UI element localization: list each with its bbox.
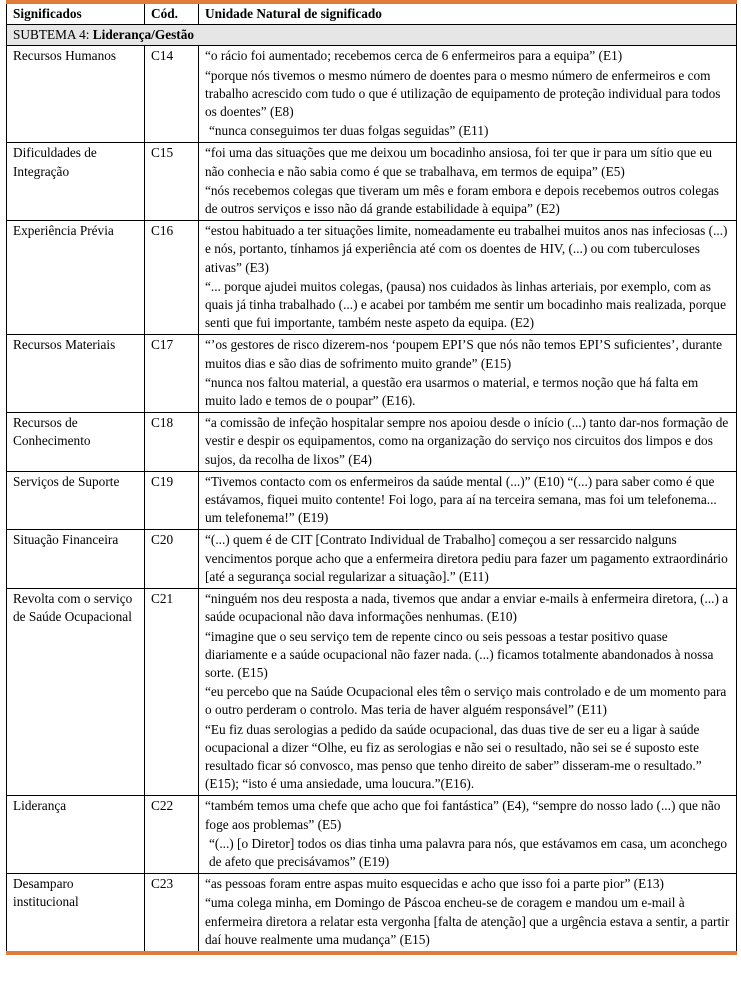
significado-cell: Liderança (7, 796, 145, 874)
quote: “Tivemos contacto com os enfermeiros da saúde mental (...)” (E10) “(...) para saber como é que estávamos, fiquei muito contente! Foi logo, para aí na terceira semana, mas foi um telefonema... um telefonema!” (E19) (205, 473, 717, 526)
document-table-wrapper (6, 0, 737, 955)
quote: “nunca nos faltou material, a questão era usarmos o material, e termos noção que há falta em muito lado e temos de o poupar” (E16). (205, 374, 699, 409)
quote: “’os gestores de risco dizerem-nos ‘poupem EPI’S que nós não temos EPI’S suficientes’, durante muitos dias e são dias de sofrimento muito grande” (E15) (205, 337, 722, 371)
subtema-prefix: SUBTEMA 4: (13, 27, 93, 43)
bottom-accent-rule (6, 951, 737, 955)
cod-cell: C18 (145, 413, 199, 472)
cod-cell: C21 (145, 589, 199, 796)
significado-cell: Recursos Humanos (7, 46, 145, 143)
cod-cell: C15 (145, 143, 199, 221)
significado-cell: Situação Financeira (7, 530, 145, 589)
cod-cell: C14 (145, 46, 199, 143)
cod-cell: C19 (145, 471, 199, 530)
table-header-row (7, 4, 737, 25)
quote: “... porque ajudei muitos colegas, (pausa) nos cuidados às linhas arteriais, por exemplo, com as quais já tinha trabalhado (...) e acabei por também me sentir um bocadinho mais realizada, porque senti que fui importante, também neste aspeto da equipa. (E2) (205, 278, 726, 331)
cod-cell: C23 (145, 874, 199, 951)
table-row (7, 335, 737, 413)
unidade-cell (199, 874, 737, 951)
meaning-units-table (6, 4, 737, 951)
quote: “a comissão de infeção hospitalar sempre nos apoiou desde o início (...) tanto dar-nos formação de vestir e despir os equipamentos, como na organização do serviço nos circuitos dos limpos e dos sujos, da recolha de lixos” (E4) (205, 415, 729, 467)
subtema-cell (7, 25, 737, 46)
quote: “eu percebo que na Saúde Ocupacional eles têm o serviço mais controlado e de um momento para o outro perderam o controlo. Mas teria de haver alguém responsável” (E11) (205, 684, 727, 718)
quote: “nós recebemos colegas que tiveram um mês e foram embora e depois recebemos outros colegas de outros serviços e isso não dá grande estabilidade à equipa” (E2) (205, 182, 719, 217)
significado-cell: Serviços de Suporte (7, 471, 145, 530)
quote: “imagine que o seu serviço tem de repente cinco ou seis pessoas a testar positivo quase diariamente e a saúde ocupacional não fazer nada. (...) ficamos totalmente abandonados à nossa sorte. (E15) (205, 628, 714, 680)
quote: “estou habituado a ter situações limite, nomeadamente eu trabalhei muitos anos nas infeciosas (...) e nós, portanto, tínhamos já experiência até com os doentes de HIV, (...) ou com tuberculoses ativas” (E3) (205, 223, 728, 275)
quote: “foi uma das situações que me deixou um bocadinho ansiosa, foi ter que ir para um sítio que eu não conhecia e não sabia como é que se trabalhava, em termos de equipa” (E5) (205, 145, 712, 179)
quote: “uma colega minha, em Domingo de Páscoa encheu-se de coragem e mandou um e-mail à enfermeira diretora a relatar esta vergonha [falta de atenção] que a urgência estava a sentir, a partir daí houve realmente uma mudança” (E15) (205, 895, 730, 947)
table-row (7, 874, 737, 951)
unidade-cell (199, 796, 737, 874)
table-row (7, 589, 737, 796)
quote: “porque nós tivemos o mesmo número de doentes para o mesmo número de enfermeiros e com trabalho acrescido com tudo o que é utilização de equipamento de proteção individual para todos os doentes” (E8) (205, 67, 721, 120)
quote: “(...) quem é de CIT [Contrato Individual de Trabalho] começou a ser ressarcido nalguns vencimentos porque acho que a enfermeira diretora pediu para fazer um pagamento extraordinário [até a segurança social regularizar a situação].” (E11) (205, 532, 728, 584)
unidade-cell (199, 46, 737, 143)
unidade-cell (199, 471, 737, 530)
unidade-cell (199, 335, 737, 413)
table-row (7, 221, 737, 335)
header-cod: Cód. (145, 4, 199, 25)
quote: “ninguém nos deu resposta a nada, tivemos que andar a enviar e-mails à enfermeira diretora, (...) a saúde ocupacional não dava informações nenhumas. (E10) (205, 591, 729, 625)
table-row (7, 413, 737, 472)
unidade-cell (199, 143, 737, 221)
quote: “nunca conseguimos ter duas folgas seguidas” (E11) (209, 123, 489, 139)
cod-cell: C17 (145, 335, 199, 413)
significado-cell: Experiência Prévia (7, 221, 145, 335)
table-row (7, 143, 737, 221)
cod-cell: C20 (145, 530, 199, 589)
quote: “o rácio foi aumentado; recebemos cerca de 6 enfermeiros para a equipa” (E1) (205, 48, 623, 64)
unidade-cell (199, 221, 737, 335)
subtema-title: Liderança/Gestão (92, 27, 194, 43)
table-row (7, 46, 737, 143)
table-row (7, 471, 737, 530)
subtema-row (7, 25, 737, 46)
table-row (7, 796, 737, 874)
significado-cell: Dificuldades de Integração (7, 143, 145, 221)
cod-cell: C16 (145, 221, 199, 335)
significado-cell: Recursos Materiais (7, 335, 145, 413)
unidade-cell (199, 589, 737, 796)
header-significados: Significados (7, 4, 145, 25)
quote: “as pessoas foram entre aspas muito esquecidas e acho que isso foi a parte pior” (E13) (205, 876, 664, 892)
cod-cell: C22 (145, 796, 199, 874)
quote: “Eu fiz duas serologias a pedido da saúde ocupacional, das duas tive de ser eu a ligar à saúde ocupacional a dizer “Olhe, eu fiz as serologias e não sei o resultado, não sei se é suposto este resultado ficar só convosco, mas penso que tenho direito de saber” disseram-me o resultado.” (E15); “isto é uma ansiedade, uma loucura.”(E16). (205, 721, 702, 792)
header-unidade: Unidade Natural de significado (199, 4, 737, 25)
table-row (7, 530, 737, 589)
quote: “(...) [o Diretor] todos os dias tinha uma palavra para nós, que estávamos em casa, um aconchego de afeto que precisávamos” (E19) (209, 835, 728, 869)
unidade-cell (199, 530, 737, 589)
unidade-cell (199, 413, 737, 472)
significado-cell: Revolta com o serviço de Saúde Ocupacional (7, 589, 145, 796)
significado-cell: Recursos de Conhecimento (7, 413, 145, 472)
quote: “também temos uma chefe que acho que foi fantástica” (E4), “sempre do nosso lado (...) que não foge aos problemas” (E5) (205, 798, 721, 832)
significado-cell: Desamparo institucional (7, 874, 145, 951)
